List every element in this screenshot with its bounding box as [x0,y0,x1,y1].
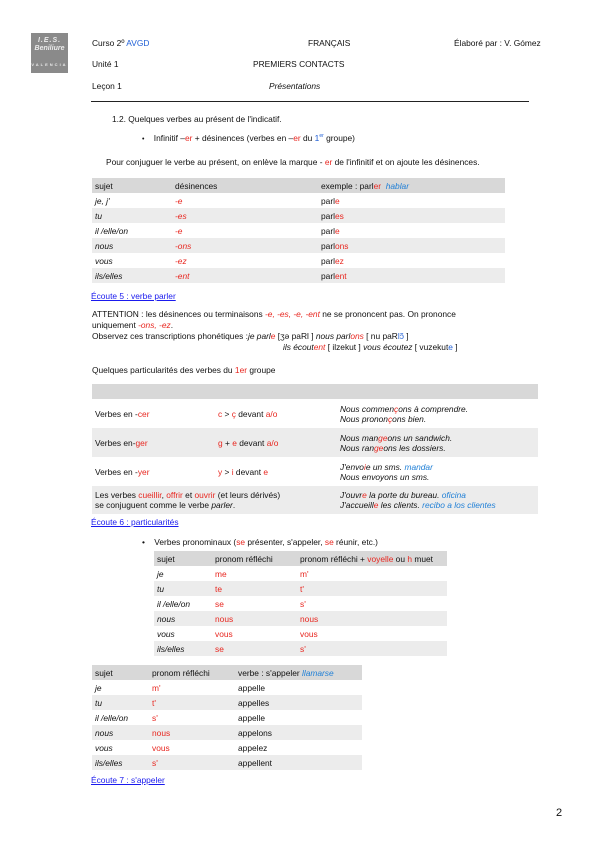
audio-link-ecoute-5[interactable]: Écoute 5 : verbe parler [91,291,176,301]
table-row: ils/elles se s' [154,641,447,656]
lesson-label: Leçon 1 [92,81,122,91]
bullet-infinitif: • Infinitif –er + désinences (verbes en –er du 1er groupe) [142,133,355,143]
table-row: je, j' -e parle [95,195,340,206]
table-row: vous -ez parlez [95,255,344,266]
table-row: Les verbes cueillir, offrir et ouvrir (et leurs dérivés) se conjuguent comme le verbe parler. J'ouvre la porte du bureau. oficina J'accueille les clients. recibo a los clientes [92,486,538,514]
bullet-icon: • [142,136,145,143]
unit-label: Unité 1 [92,59,119,69]
table-row: je me m' [157,568,309,579]
appeler-table [92,665,362,770]
table-row: nous nous appelons [92,725,362,740]
audio-link-ecoute-7[interactable]: Écoute 7 : s'appeler [91,775,165,785]
table-row: nous nous nous [154,611,447,626]
table-row: nous -ons parlons [92,238,505,253]
table-row: je m' appelle [95,682,266,693]
table-row: tu te t' [154,581,447,596]
subject-title: FRANÇAIS [308,38,351,48]
table-header-row [92,178,505,193]
attention-line-2: uniquement -ons, -ez. [92,320,174,330]
table-row: vous vous vous [157,628,318,639]
particularites-table [92,384,538,514]
bullet-pronominaux: • Verbes pronominaux (se présenter, s'appeler, se réunir, etc.) [142,537,378,547]
desinences-table [92,178,505,283]
school-logo [31,33,68,73]
attention-line-1: ATTENTION : les désinences ou terminaisons -e, -es, -e, -ent ne se prononcent pas. On prononce [92,309,456,319]
table-row: tu -es parles [92,208,505,223]
table-row: Verbes en-ger g + e devant a/o Nous mangeons un sandwich. Nous rangeons les dossiers. [92,428,538,457]
table-header-row [92,384,538,399]
audio-link-ecoute-6[interactable]: Écoute 6 : particularités [91,517,179,527]
header-divider [91,101,529,102]
table-row: Verbes en -cer c > ç devant a/o Nous commençons à comprendre. Nous prononçons bien. [95,403,469,424]
particularites-title: Quelques particularités des verbes du 1er groupe [92,365,276,375]
table-header-row: sujet pronom réfléchi verbe : s'appeler llamarse [92,665,362,680]
lesson-title: Présentations [269,81,321,91]
table-row: ils/elles s' appellent [92,755,362,770]
page-number: 2 [556,807,563,819]
course-label: Curso 2º AVGD [92,38,150,48]
section-heading: 1.2. Quelques verbes au présent de l'indicatif. [112,114,282,124]
table-row: vous vous appelez [95,742,268,753]
author: Élaboré par : V. Gómez [454,38,541,48]
table-row: il /elle/on -e parle [95,225,340,236]
header-desinences: désinences [175,178,321,193]
table-row: ils/elles -ent parlent [92,268,505,283]
table-header-row: sujet pronom réfléchi pronom réfléchi + voyelle ou h muet [154,551,447,566]
bullet-icon: • [142,537,145,547]
unit-title: PREMIERS CONTACTS [253,59,345,69]
table-row: Verbes en -yer y > i devant e J'envoie un sms. mandar Nous envoyons un sms. [95,461,433,482]
logo-line-3: VALENCIA [31,62,68,67]
intro-text: Pour conjuguer le verbe au présent, on enlève la marque - er de l'infinitif et on ajoute les désinences. [106,157,480,167]
table-row: il /elle/on se s' [157,598,306,609]
pronominaux-table [154,551,447,656]
logo-line-1: I.E.S. [37,37,62,44]
header-sujet: sujet [92,178,175,193]
phonetics-line-1: Observez ces transcriptions phonétiques :je parle [ʒə paRl ] nous parlons [ nu paRlɔ̃ ] [92,331,409,341]
course-group: AVGD [126,38,150,48]
header-exemple: exemple : parler hablar [321,178,505,193]
table-row: tu t' appelles [92,695,362,710]
phonetics-line-2: ils écoutent [ ilzekut ] vous écoutez [ vuzekute ] [283,342,458,352]
table-row: il /elle/on s' appelle [95,712,266,723]
logo-line-2: Beniliure [34,45,65,52]
